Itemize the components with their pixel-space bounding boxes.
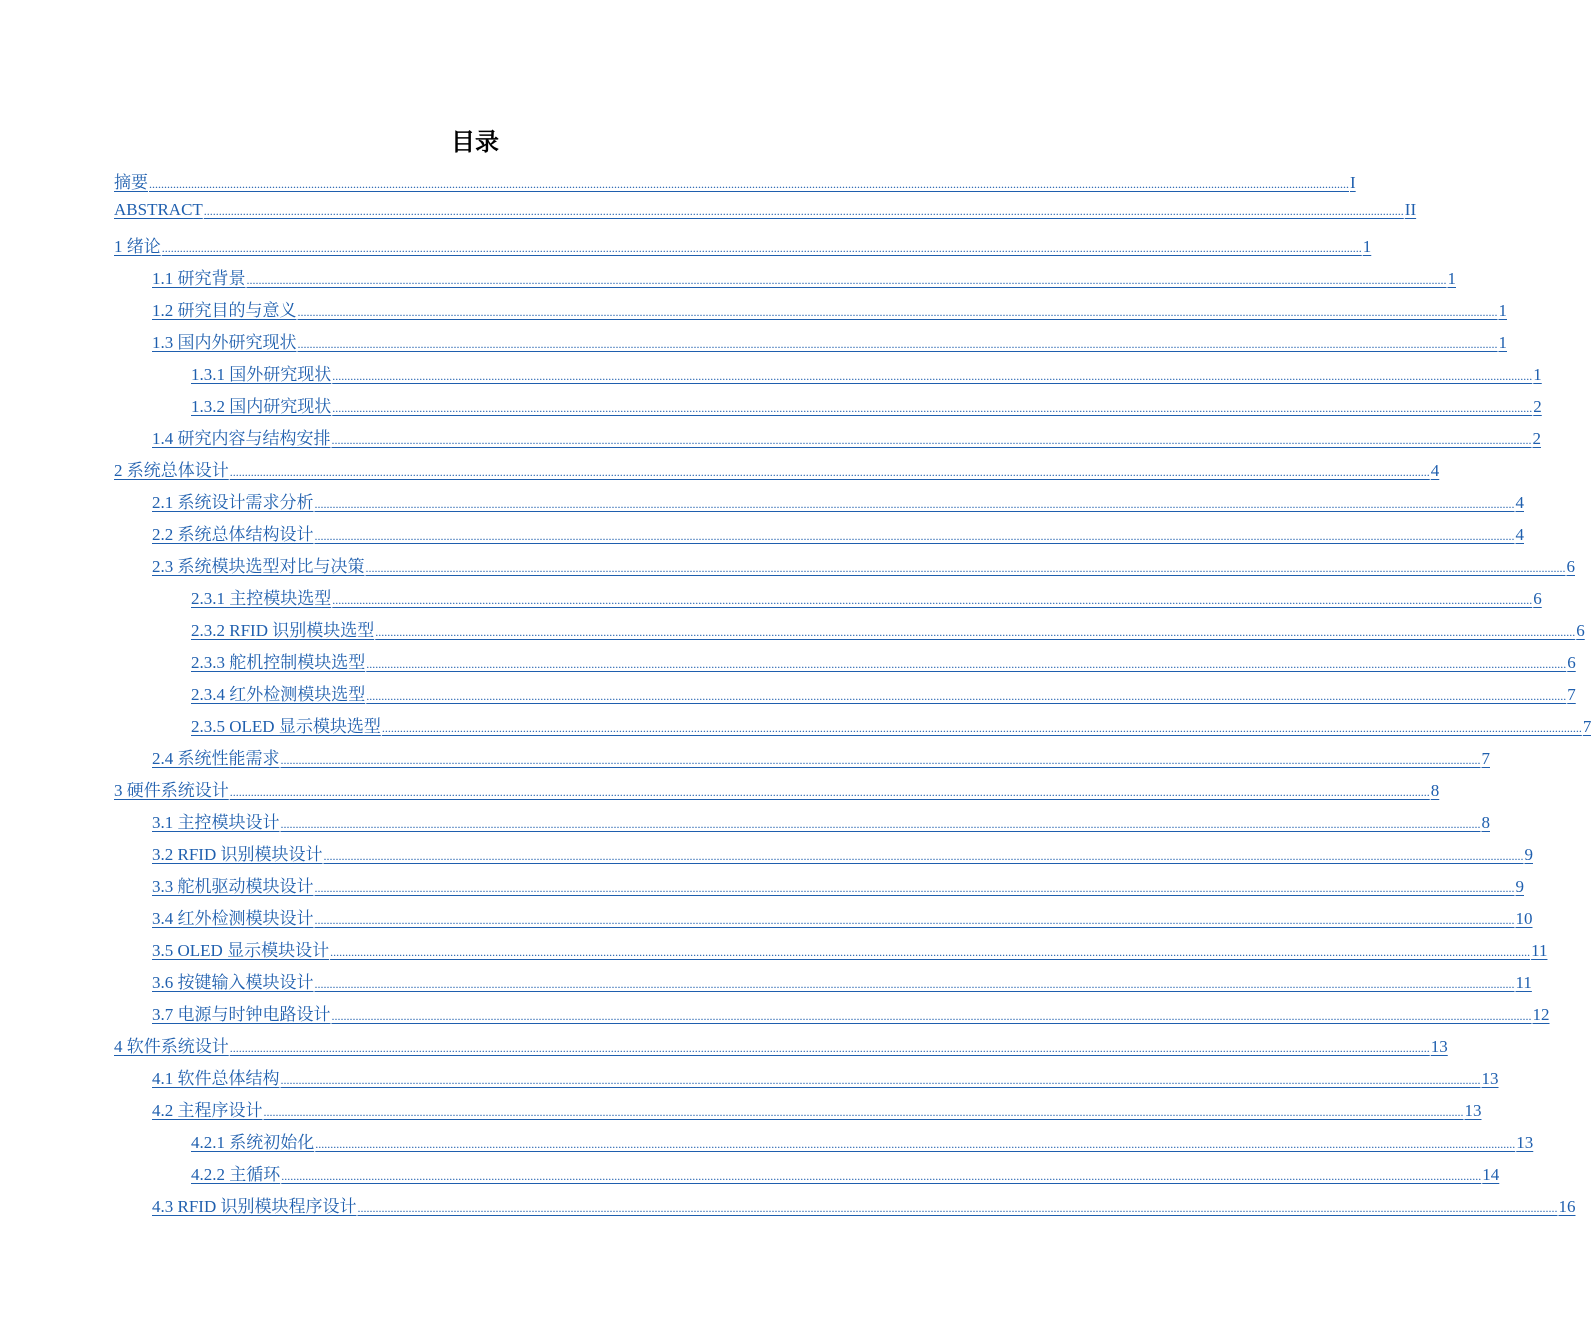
toc-entry-label: 3.1 主控模块设计 <box>152 813 280 832</box>
toc-leader-dots: ................................................................................................................................................................................................................................................................................................................................................................................................................ <box>375 625 1576 639</box>
toc-entry-label: 1.4 研究内容与结构安排 <box>152 429 331 448</box>
toc-entry-page-number: 9 <box>1524 845 1533 864</box>
toc-entry[interactable] <box>152 936 1548 962</box>
toc-entry-label: 1.2 研究目的与意义 <box>152 301 297 320</box>
toc-entry-page-number: 7 <box>1481 749 1490 768</box>
toc-entry[interactable] <box>191 1128 1534 1154</box>
toc-entry[interactable] <box>152 1096 1482 1122</box>
toc-entry-label: 摘要 <box>114 173 148 192</box>
toc-leader-dots: ................................................................................................................................................................................................................................................................................................................................................................................................................ <box>331 433 1532 447</box>
toc-entry-page-number: 13 <box>1430 1037 1448 1056</box>
toc-leader-dots: ................................................................................................................................................................................................................................................................................................................................................................................................................ <box>281 1169 1482 1183</box>
toc-entry-label: 4.2.2 主循环 <box>191 1165 281 1184</box>
toc-entry-page-number: 8 <box>1430 781 1440 800</box>
toc-entry-page-number: 13 <box>1464 1101 1482 1120</box>
toc-entry[interactable] <box>191 584 1542 610</box>
toc-entry-page-number: 1 <box>1362 237 1372 256</box>
toc-entry[interactable] <box>191 360 1542 386</box>
toc-entry[interactable] <box>152 904 1533 930</box>
toc-entry-label: 4.2.1 系统初始化 <box>191 1133 315 1152</box>
toc-leader-dots: ................................................................................................................................................................................................................................................................................................................................................................................................................ <box>314 497 1515 511</box>
toc-entry[interactable] <box>114 200 1417 226</box>
toc-entry-label: 1.1 研究背景 <box>152 269 246 288</box>
toc-entry-label: 3.3 舵机驱动模块设计 <box>152 877 314 896</box>
toc-leader-dots: ................................................................................................................................................................................................................................................................................................................................................................................................................ <box>381 721 1582 735</box>
toc-entry[interactable] <box>152 1000 1550 1026</box>
toc-entry-label: 3.6 按键输入模块设计 <box>152 973 314 992</box>
toc-entry[interactable] <box>114 456 1440 482</box>
toc-leader-dots: ................................................................................................................................................................................................................................................................................................................................................................................................................ <box>315 1137 1516 1151</box>
toc-entry-page-number: 7 <box>1582 717 1591 736</box>
toc-entry-page-number: 16 <box>1558 1197 1576 1216</box>
toc-entry[interactable] <box>152 552 1575 578</box>
toc-entry-page-number: 6 <box>1576 621 1585 640</box>
toc-entry[interactable] <box>152 968 1532 994</box>
toc-entry[interactable] <box>191 648 1576 674</box>
toc-leader-dots: ................................................................................................................................................................................................................................................................................................................................................................................................................ <box>161 241 1362 255</box>
toc-entry-page-number: 8 <box>1481 813 1490 832</box>
toc-leader-dots: ................................................................................................................................................................................................................................................................................................................................................................................................................ <box>332 369 1533 383</box>
toc-entry-page-number: 2 <box>1532 429 1541 448</box>
toc-entry-page-number: 4 <box>1515 493 1524 512</box>
toc-entry-label: 2.3.4 红外检测模块选型 <box>191 685 366 704</box>
toc-entry-label: 4.3 RFID 识别模块程序设计 <box>152 1197 357 1216</box>
toc-entry-label: ABSTRACT <box>114 200 203 219</box>
toc-leader-dots: ................................................................................................................................................................................................................................................................................................................................................................................................................ <box>203 204 1404 218</box>
toc-entry[interactable] <box>191 1160 1500 1186</box>
toc-leader-dots: ................................................................................................................................................................................................................................................................................................................................................................................................................ <box>314 977 1515 991</box>
toc-leader-dots: ................................................................................................................................................................................................................................................................................................................................................................................................................ <box>280 753 1481 767</box>
toc-entry-page-number: 11 <box>1515 973 1532 992</box>
toc-entry[interactable] <box>191 392 1542 418</box>
toc-leader-dots: ................................................................................................................................................................................................................................................................................................................................................................................................................ <box>331 1009 1532 1023</box>
toc-entry-page-number: 6 <box>1533 589 1542 608</box>
toc-entry-page-number: 6 <box>1567 653 1576 672</box>
toc-entry-page-number: 14 <box>1482 1165 1500 1184</box>
toc-entry[interactable] <box>152 1192 1576 1218</box>
toc-entry-label: 2.3 系统模块选型对比与决策 <box>152 557 365 576</box>
toc-entry[interactable] <box>152 296 1507 322</box>
toc-entry-page-number: 13 <box>1481 1069 1499 1088</box>
toc-leader-dots: ................................................................................................................................................................................................................................................................................................................................................................................................................ <box>332 593 1533 607</box>
toc-title: 目录 <box>451 128 499 156</box>
toc-leader-dots: ................................................................................................................................................................................................................................................................................................................................................................................................................ <box>365 561 1566 575</box>
toc-leader-dots: ................................................................................................................................................................................................................................................................................................................................................................................................................ <box>330 945 1531 959</box>
toc-entry[interactable] <box>152 264 1456 290</box>
toc-leader-dots: ................................................................................................................................................................................................................................................................................................................................................................................................................ <box>263 1105 1464 1119</box>
toc-leader-dots: ................................................................................................................................................................................................................................................................................................................................................................................................................ <box>229 465 1430 479</box>
toc-entry-page-number: 4 <box>1430 461 1440 480</box>
toc-leader-dots: ................................................................................................................................................................................................................................................................................................................................................................................................................ <box>246 273 1447 287</box>
toc-entry-page-number: 12 <box>1532 1005 1550 1024</box>
toc-entry[interactable] <box>152 488 1524 514</box>
toc-entry[interactable] <box>114 776 1440 802</box>
toc-entry[interactable] <box>191 680 1576 706</box>
toc-entry[interactable] <box>152 840 1533 866</box>
toc-entry-label: 4 软件系统设计 <box>114 1037 229 1056</box>
toc-entry-label: 3.2 RFID 识别模块设计 <box>152 845 323 864</box>
toc-entry-page-number: 11 <box>1531 941 1548 960</box>
toc-entry-page-number: 10 <box>1515 909 1533 928</box>
toc-entry-page-number: 13 <box>1516 1133 1534 1152</box>
toc-entry-label: 3 硬件系统设计 <box>114 781 229 800</box>
toc-entry-label: 2.3.2 RFID 识别模块选型 <box>191 621 375 640</box>
toc-entry[interactable] <box>152 744 1490 770</box>
toc-entry-label: 4.2 主程序设计 <box>152 1101 263 1120</box>
toc-entry[interactable] <box>152 872 1524 898</box>
toc-entry-label: 2.2 系统总体结构设计 <box>152 525 314 544</box>
toc-entry[interactable] <box>152 328 1507 354</box>
toc-leader-dots: ................................................................................................................................................................................................................................................................................................................................................................................................................ <box>280 1073 1481 1087</box>
toc-entry-page-number: 1 <box>1498 301 1507 320</box>
toc-leader-dots: ................................................................................................................................................................................................................................................................................................................................................................................................................ <box>366 689 1567 703</box>
toc-entry[interactable] <box>191 616 1585 642</box>
toc-leader-dots: ................................................................................................................................................................................................................................................................................................................................................................................................................ <box>229 1041 1430 1055</box>
toc-entry-label: 4.1 软件总体结构 <box>152 1069 280 1088</box>
toc-entry-label: 1.3.2 国内研究现状 <box>191 397 332 416</box>
toc-entry[interactable] <box>152 1064 1499 1090</box>
toc-entry-label: 3.7 电源与时钟电路设计 <box>152 1005 331 1024</box>
toc-entry-label: 2.3.3 舵机控制模块选型 <box>191 653 366 672</box>
toc-entry[interactable] <box>191 712 1591 738</box>
toc-leader-dots: ................................................................................................................................................................................................................................................................................................................................................................................................................ <box>297 337 1498 351</box>
toc-entry[interactable] <box>114 1032 1448 1058</box>
toc-entry-page-number: 9 <box>1515 877 1524 896</box>
toc-leader-dots: ................................................................................................................................................................................................................................................................................................................................................................................................................ <box>297 305 1498 319</box>
toc-leader-dots: ................................................................................................................................................................................................................................................................................................................................................................................................................ <box>366 657 1567 671</box>
toc-entry[interactable] <box>152 808 1490 834</box>
toc-entry-page-number: 1 <box>1533 365 1542 384</box>
toc-leader-dots: ................................................................................................................................................................................................................................................................................................................................................................................................................ <box>229 785 1430 799</box>
toc-leader-dots: ................................................................................................................................................................................................................................................................................................................................................................................................................ <box>149 177 1349 191</box>
toc-entry-label: 2 系统总体设计 <box>114 461 229 480</box>
toc-entry-label: 3.5 OLED 显示模块设计 <box>152 941 330 960</box>
toc-entry-page-number: 2 <box>1533 397 1542 416</box>
toc-entry-page-number: 7 <box>1567 685 1576 704</box>
toc-entry-page-number: 4 <box>1515 525 1524 544</box>
toc-entry-label: 2.3.1 主控模块选型 <box>191 589 332 608</box>
toc-entry-page-number: 1 <box>1447 269 1456 288</box>
toc-leader-dots: ................................................................................................................................................................................................................................................................................................................................................................................................................ <box>323 849 1524 863</box>
toc-entry-page-number: II <box>1404 200 1417 219</box>
toc-leader-dots: ................................................................................................................................................................................................................................................................................................................................................................................................................ <box>357 1201 1558 1215</box>
toc-leader-dots: ................................................................................................................................................................................................................................................................................................................................................................................................................ <box>314 529 1515 543</box>
toc-entry[interactable] <box>152 520 1524 546</box>
toc-entry-label: 1.3 国内外研究现状 <box>152 333 297 352</box>
toc-leader-dots: ................................................................................................................................................................................................................................................................................................................................................................................................................ <box>314 881 1515 895</box>
toc-entry-label: 2.1 系统设计需求分析 <box>152 493 314 512</box>
toc-leader-dots: ................................................................................................................................................................................................................................................................................................................................................................................................................ <box>314 913 1515 927</box>
toc-entry-label: 1 绪论 <box>114 237 161 256</box>
toc-entry-label: 2.3.5 OLED 显示模块选型 <box>191 717 381 736</box>
toc-leader-dots: ................................................................................................................................................................................................................................................................................................................................................................................................................ <box>332 401 1533 415</box>
toc-entry[interactable] <box>114 168 1356 194</box>
toc-entry-label: 1.3.1 国外研究现状 <box>191 365 332 384</box>
toc-entry-page-number: I <box>1350 173 1356 192</box>
toc-entry-page-number: 6 <box>1566 557 1575 576</box>
toc-entry-label: 3.4 红外检测模块设计 <box>152 909 314 928</box>
toc-entry[interactable] <box>152 424 1541 450</box>
toc-entry[interactable] <box>114 232 1372 258</box>
toc-leader-dots: ................................................................................................................................................................................................................................................................................................................................................................................................................ <box>280 817 1481 831</box>
toc-entry-label: 2.4 系统性能需求 <box>152 749 280 768</box>
toc-entry-page-number: 1 <box>1498 333 1507 352</box>
